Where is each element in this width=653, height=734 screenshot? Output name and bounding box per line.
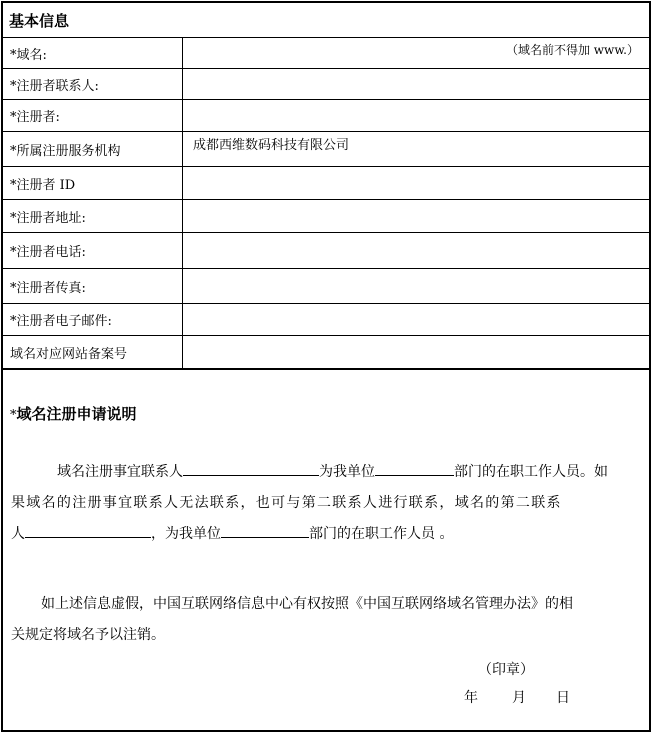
statement-line-1 — [11, 457, 645, 488]
registrant-email-field[interactable] — [183, 304, 649, 335]
seal-label: （印章） — [478, 662, 534, 678]
field-label: *注册者传真: — [3, 269, 183, 303]
disclaimer-line-1: 如上述信息虚假，中国互联网络信息中心有权按照《中国互联网络域名管理办法》的相 — [41, 596, 573, 612]
required-mark: * — [10, 408, 17, 423]
second-contact-dept-blank[interactable] — [221, 521, 309, 538]
disclaimer-line-2: 关规定将域名予以注销。 — [11, 627, 165, 643]
row-registrant-phone — [3, 233, 649, 269]
registrant-phone-field[interactable] — [183, 233, 649, 268]
text: 部门的在职工作人员。如 — [454, 464, 608, 480]
text: 人 — [11, 526, 25, 542]
registrar-field[interactable] — [183, 132, 649, 166]
field-label: *所属注册服务机构 — [3, 132, 183, 166]
registrant-address-field[interactable] — [183, 200, 649, 232]
field-label: 域名对应网站备案号 — [3, 336, 183, 368]
row-registrar — [3, 132, 649, 167]
row-domain — [3, 38, 649, 69]
domain-field[interactable] — [183, 38, 649, 68]
basic-info-header — [3, 3, 649, 38]
statement-line-3 — [11, 519, 645, 550]
row-registrant-id — [3, 167, 649, 200]
contact-dept-blank[interactable] — [375, 459, 454, 476]
row-registrant-fax — [3, 269, 649, 304]
day-label: 日 — [556, 690, 570, 706]
field-label: *注册者电子邮件: — [3, 304, 183, 335]
contact-statement — [11, 457, 645, 550]
contact-name-blank[interactable] — [183, 459, 319, 476]
month-label: 月 — [512, 690, 526, 706]
text: 为我单位 — [319, 464, 375, 480]
registrant-fax-field[interactable] — [183, 269, 649, 303]
text: 部门的在职工作人员 。 — [309, 526, 454, 542]
text: ，为我单位 — [151, 526, 221, 542]
icp-number-field[interactable] — [183, 336, 649, 368]
date-line — [464, 687, 570, 707]
row-registrant-contact — [3, 69, 649, 100]
row-registrant-address — [3, 200, 649, 233]
section-title: 基本信息 — [9, 12, 70, 30]
registrar-value: 成都西维数码科技有限公司 — [193, 138, 350, 153]
year-label: 年 — [464, 690, 478, 706]
registrant-contact-field[interactable] — [183, 69, 649, 99]
domain-registration-form — [1, 1, 651, 732]
field-label: *注册者联系人: — [3, 69, 183, 99]
field-label: *注册者: — [3, 100, 183, 131]
field-label: *注册者地址: — [3, 200, 183, 232]
row-registrant-email — [3, 304, 649, 336]
field-label: *注册者 ID — [3, 167, 183, 199]
field-label: *注册者电话: — [3, 233, 183, 268]
text: 域名注册事宜联系人 — [57, 464, 183, 480]
statement-line-2: 果域名的注册事宜联系人无法联系，也可与第二联系人进行联系，域名的第二联系 — [11, 495, 562, 511]
disclaimer — [11, 589, 645, 651]
description-title-text: 域名注册申请说明 — [16, 405, 137, 423]
field-label: *域名: — [3, 38, 183, 68]
domain-hint: （域名前不得加 www.） — [505, 43, 639, 57]
description-title — [10, 403, 137, 424]
second-contact-blank[interactable] — [25, 521, 151, 538]
registrant-id-field[interactable] — [183, 167, 649, 199]
row-icp-number — [3, 336, 649, 370]
registrant-field[interactable] — [183, 100, 649, 131]
row-registrant — [3, 100, 649, 132]
